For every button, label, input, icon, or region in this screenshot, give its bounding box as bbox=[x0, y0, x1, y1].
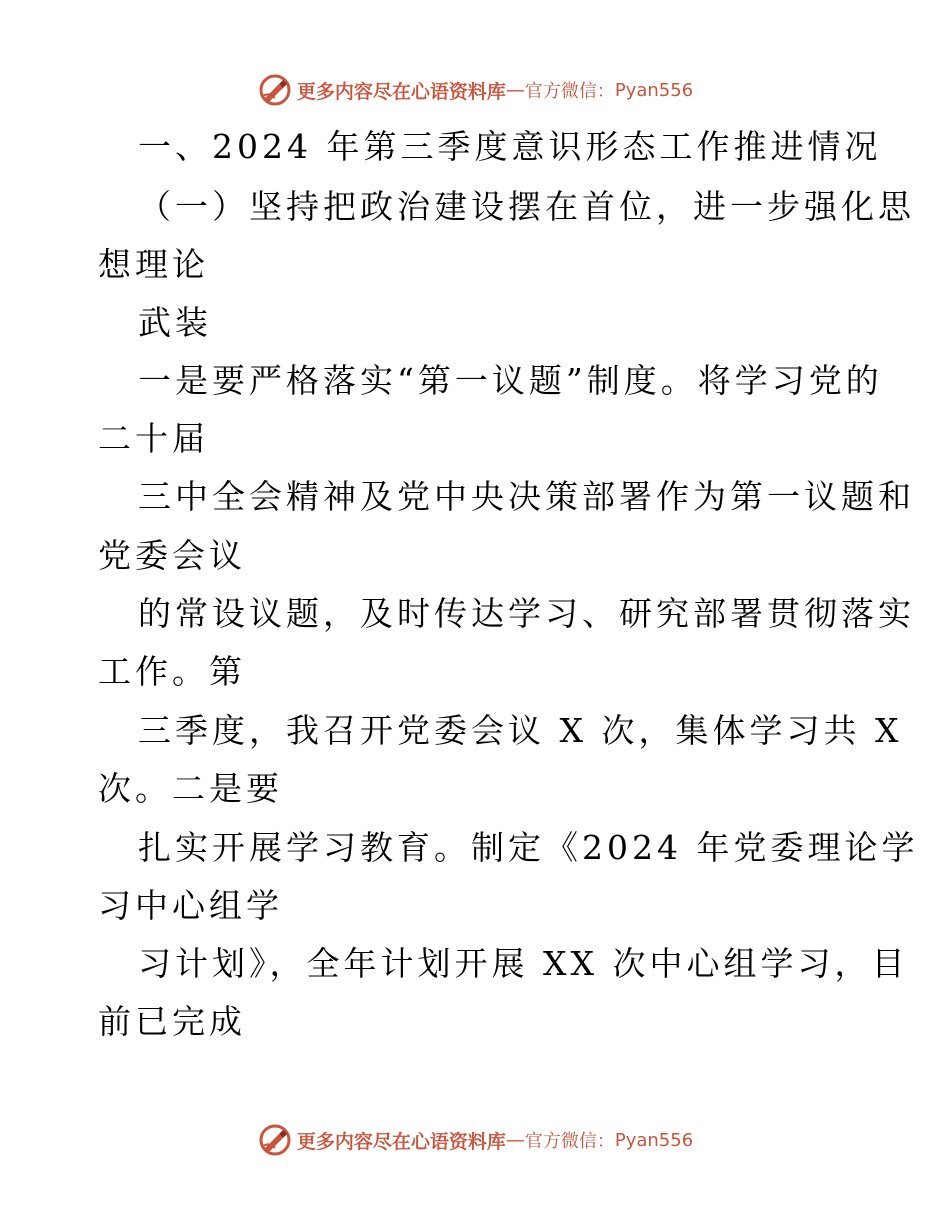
section-heading: 一、2024 年第三季度意识形态工作推进情况 bbox=[138, 127, 882, 166]
paragraph-line: 扎实开展学习教育。制定《2024 年党委理论学 bbox=[138, 828, 919, 867]
paragraph-line: 次。二是要 bbox=[98, 769, 283, 808]
paragraph-line: 工作。第 bbox=[98, 652, 246, 691]
pen-logo-icon bbox=[257, 1122, 293, 1158]
paragraph-line: 武装 bbox=[138, 303, 212, 342]
paragraph-line: 前已完成 bbox=[98, 1002, 246, 1041]
paragraph-line: 一是要严格落实“第一议题”制度。将学习党的 bbox=[138, 361, 883, 400]
footer-watermark bbox=[0, 1120, 950, 1160]
paragraph-line: 习计划》，全年计划开展 XX 次中心组学习，目 bbox=[138, 944, 909, 983]
watermark-dash: — bbox=[505, 79, 525, 101]
paragraph-line: 党委会议 bbox=[98, 536, 246, 575]
paragraph-line: 三季度，我召开党委会议 X 次，集体学习共 X bbox=[138, 711, 903, 750]
watermark-id: Pyan556 bbox=[614, 79, 694, 101]
paragraph-line: 三中全会精神及党中央决策部署作为第一议题和 bbox=[138, 477, 915, 516]
watermark-brand: 更多内容尽在心语资料库 bbox=[296, 1130, 506, 1153]
paragraph-line: 想理论 bbox=[98, 245, 209, 284]
subsection-heading: （一）坚持把政治建设摆在首位，进一步强化思 bbox=[138, 187, 915, 226]
watermark-label: 官方微信： bbox=[524, 1131, 615, 1152]
watermark-brand: 更多内容尽在心语资料库 bbox=[296, 80, 506, 103]
watermark-id: Pyan556 bbox=[614, 1129, 694, 1151]
header-watermark bbox=[0, 70, 950, 110]
pen-logo-icon bbox=[257, 72, 293, 108]
watermark-label: 官方微信： bbox=[524, 81, 615, 102]
watermark-dash: — bbox=[505, 1129, 525, 1151]
paragraph-line: 二十届 bbox=[98, 419, 209, 458]
paragraph-line: 的常设议题，及时传达学习、研究部署贯彻落实 bbox=[138, 594, 915, 633]
paragraph-line: 习中心组学 bbox=[98, 886, 283, 925]
